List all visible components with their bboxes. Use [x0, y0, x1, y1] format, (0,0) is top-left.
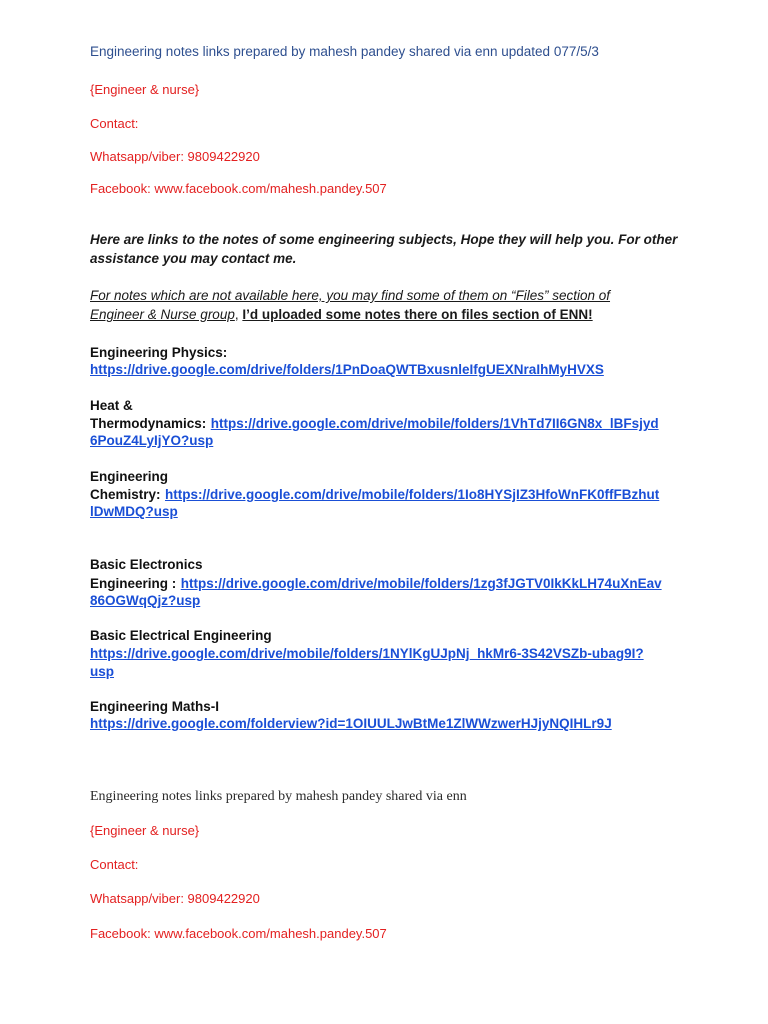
subject-chemistry-title-2: Chemistry:	[90, 487, 161, 502]
contact-label: Contact:	[90, 116, 139, 131]
intro-line-1: Here are links to the notes of some engineering subjects, Hope they will help you. For other	[90, 232, 678, 247]
electrical-link-cont[interactable]: usp	[90, 664, 115, 679]
footer-contact-label: Contact:	[90, 857, 139, 872]
facebook-contact: Facebook: www.facebook.com/mahesh.pandey.507	[90, 181, 387, 196]
subject-thermo-title-2: Thermodynamics:	[90, 416, 207, 431]
thermo-row	[90, 415, 659, 433]
chemistry-link[interactable]: https://drive.google.com/drive/mobile/folders/1Io8HYSjIZ3HfoWnFK0ffFBzhut	[164, 487, 660, 502]
physics-link[interactable]: https://drive.google.com/drive/folders/1PnDoaQWTBxusnleIfgUEXNraIhMyHVXS	[90, 362, 604, 377]
thermo-link[interactable]: https://drive.google.com/drive/mobile/folders/1VhTd7II6GN8x_lBFsjyd	[210, 416, 659, 431]
electronics-link-cont[interactable]: 86OGWqQjz?usp	[90, 593, 201, 608]
subject-thermo-title: Heat &	[90, 398, 133, 413]
upload-notice: I’d uploaded some notes there on files section of ENN!	[242, 307, 593, 322]
files-note-line-1: For notes which are not available here, you may find some of them on “Files” section of	[90, 288, 611, 303]
footer-whatsapp-contact: Whatsapp/viber: 9809422920	[90, 891, 260, 906]
chemistry-link-cont[interactable]: lDwMDQ?usp	[90, 504, 178, 519]
electronics-link[interactable]: https://drive.google.com/drive/mobile/folders/1zg3fJGTV0IkKkLH74uXnEav	[180, 576, 662, 591]
whatsapp-contact: Whatsapp/viber: 9809422920	[90, 149, 260, 164]
electronics-row	[90, 575, 662, 593]
footer-title: Engineering notes links prepared by mahesh pandey shared via enn	[90, 789, 467, 804]
note-separator: ,	[234, 307, 243, 322]
footer-facebook-contact: Facebook: www.facebook.com/mahesh.pandey.507	[90, 926, 387, 941]
thermo-link-cont[interactable]: 6PouZ4LyIjYO?usp	[90, 433, 214, 448]
group-name: {Engineer & nurse}	[90, 82, 200, 97]
maths-link[interactable]: https://drive.google.com/folderview?id=1OIUULJwBtMe1ZlWWzwerHJjyNQIHLr9J	[90, 716, 612, 731]
files-note-line-2	[90, 307, 593, 322]
electrical-link[interactable]: https://drive.google.com/drive/mobile/folders/1NYlKgUJpNj_hkMr6-3S42VSZb-ubag9I?	[90, 646, 644, 661]
footer-group-name: {Engineer & nurse}	[90, 823, 200, 838]
subject-electronics-title-2: Engineering :	[90, 576, 177, 591]
document-title: Engineering notes links prepared by mahesh pandey shared via enn updated 077/5/3	[90, 44, 599, 59]
subject-chemistry-title: Engineering	[90, 469, 169, 484]
subject-electronics-title: Basic Electronics	[90, 557, 203, 572]
subject-electrical-title: Basic Electrical Engineering	[90, 628, 272, 643]
intro-line-2: assistance you may contact me.	[90, 251, 297, 266]
subject-maths-title: Engineering Maths-I	[90, 699, 220, 714]
chemistry-row	[90, 486, 659, 504]
subject-physics-title: Engineering Physics:	[90, 345, 228, 360]
group-reference: Engineer & Nurse group	[90, 307, 235, 322]
